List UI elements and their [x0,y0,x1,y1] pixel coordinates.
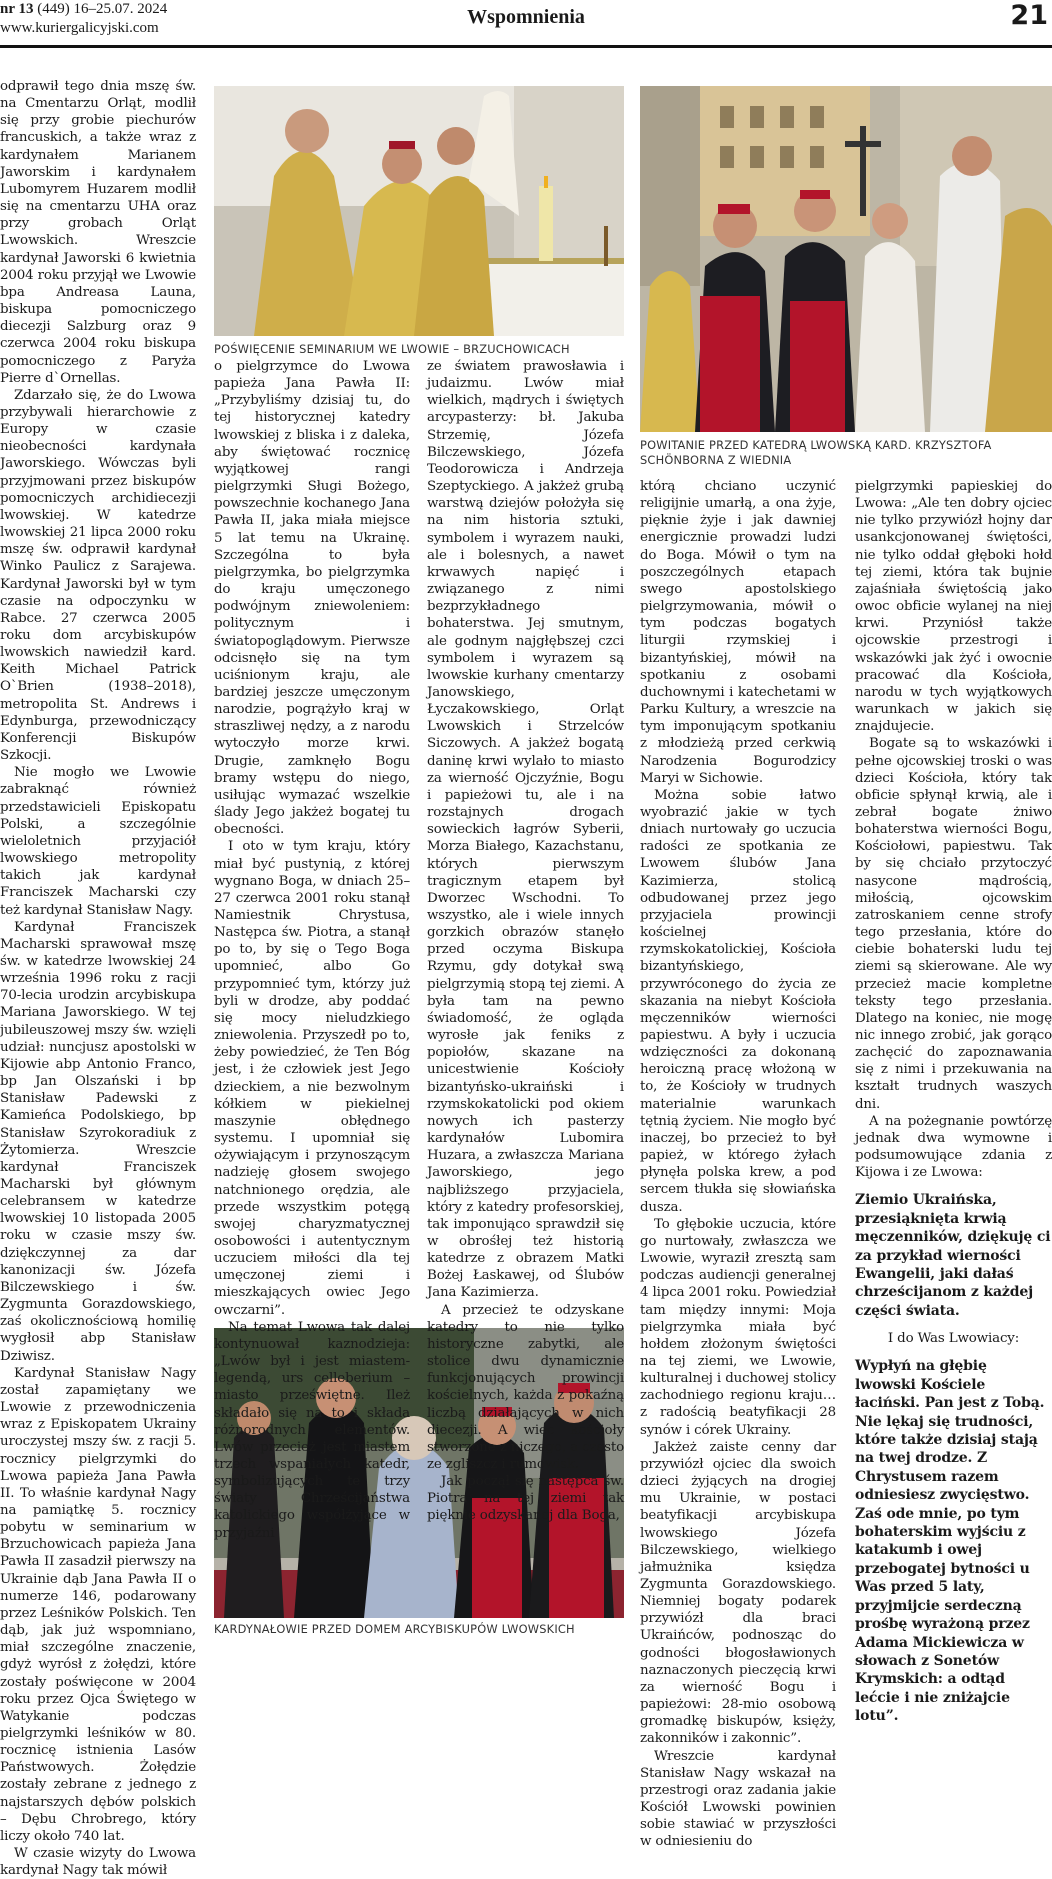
photo-seminary-consecration [214,86,624,336]
paragraph: Bogate są to wskazówki i pełne ojcowskiej troski o was dzieci Kościoła, który tak obficie spłynął krwią, ale i zebrał bogate żniwo bohaterstwa wierności Bogu, Kościołowi, papiestwu. Tak by się chciało przytoczyć nasycone mądrością, miłością, ojcowskim zatroskaniem cenne strofy tego przesłania, które do ciebie bohaterski ludu tej ziemi są skierowane. Ale wy przecież macie kompletne teksty tego przesłania. Dlatego na koniec, nie mogę nic innego zrobić, jak gorąco zachęcić do zapoznawania się z nimi i przekuwania na kształt trudnych waszych dni. [855,736,1052,1112]
paragraph: I do Was Lwowiacy: [887,1331,1020,1347]
section-title: Wspomnienia [467,6,585,28]
header-rule [0,45,1052,48]
paragraph: W czasie wizyty do Lwowa kardynał Nagy tak mówił [0,1846,196,1879]
pull-quote-lviv: Wypłyń na głębię lwowski Kościele łaciński. Pan jest z Tobą. Nie lękaj się trudności, które także dzisiaj stają na twej drodze. Z Chrystusem razem odniesiesz zwycięstwo. Zaś ode mnie, po tym bohaterskim wyjściu z katakumb i owej przebogatej bytności u Was przed 5 laty, przyjmijcie serdeczną prośbę wyrażoną przez Adama Mickiewicza w słowach z Sonetów Krymskich: a odtąd lećcie i nie zniżajcie lotu”. [855,1358,1045,1725]
paragraph: ze światem prawosławia i judaizmu. Lwów miał wielkich, mądrych i świętych arcypasterzy: bł. Jakuba Strzemię, Józefa Bilczewskiego, Józefa Teodorowicza i Andrzeja Szeptyckiego. A jakżeż grubą warstwą dziejów położyła się na nim historia sztuki, symbolem i wyrazem nauki, ale i bolesnych, a nawet krwawych napięć i związanego z nimi bezprzykładnego bohaterstwa. Jej smutnym, ale godnym najgłębszej czci symbolem i wyrazem są lwowskie kurhany cmentarzy Janowskiego, Łyczakowskiego, Orląt Lwowskich i Strzelców Siczowych. A jakżeż bogatą daninę krwi wylało to miasto za wierność Ojczyźnie, Bogu i papieżowi tu, ale i na rozstajnych drogach sowieckich łagrów Syberii, Morza Białego, Kazachstanu, których pierwszym tragicznym etapem był Dworzec Wschodni. To wszystko, ale i wiele innych gorzkich obrazów stanęło przed oczyma Biskupa Rzymu, gdy dotykał swą pielgrzymią stopą tej ziemi. A była tam na pewno świadomość, że ogląda wyrosłe jak feniks z popiołów, skazane na unicestwienie Kościoły bizantyńsko-ukraiński i rzymskokatolicki pod okiem nowych ich pasterzy kardynałów Lubomira Huzara, a zwłaszcza Mariana Jaworskiego, jego najbliższego przyjaciela, który z katedry profesorskiej, tak imponująco sprawdził się w obrośłej też historią katedrze z obrazem Matki Bożej Łaskawej, od Ślubów Jana Kazimierza. [427,359,624,1301]
article-column-5 [855,478,1052,1725]
paragraph: Można sobie łatwo wyobrazić jakie w tych dniach nurtowały go uczucia radości ze spotkania ze Lwowem ślubów Jana Kazimierza, stolicą odbudowanej przez jego przyjaciela prowincji kościelnej rzymskokatolickiej, Kościoła bizantyńskiego, przywróconego do życia ze skazania na niebyt Kościoła męczenników wierności papiestwu. A były i uczucia wdzięczności za dokonaną heroiczną pracę włożoną w to, że Kościoły w trudnych materialnie warunkach tętnią życiem. Nie mogło być inaczej, bo przecież to był papież, w którego żyłach płynęła polska krew, a pod sercem tłukła się słowiańska dusza. [640,787,836,1215]
paragraph: Jak począł się następca św. Piotra na tej ziemi tak pięknie odzyskanej dla Boga, [427,1474,624,1524]
pull-quote-kiev: Ziemio Ukraińska, przesiąknięta krwią męczenników, dziękuję ci za przykład wierności Ewangelii, jaki dałaś chrześcijanom z każdej części świata. [855,1192,1051,1319]
paragraph: Na temat Lwowa tak dalej kontynuował kaznodzieja: „Lwów był i jest miastem-legendą, urs celleberium – miasto przeświętne. Ileż składało się na to i składa różnorodnych elementów. Lwów przecież jest miastem trzech wspaniałych katedr, symbolizujących te trzy światy Chrześcijaństwa katolickiego współżyjące w przyjaźni [214,1319,410,1541]
issue-dates: (449) 16–25.07. 2024 [33,1,168,17]
paragraph: Kardynał Stanisław Nagy został zapamiętany we Lwowie z przewodniczenia wraz z Episkopatem Ukrainy uroczystej mszy św. z racji 5. rocznicy pielgrzymki do Lwowa papieża Jana Pawła II. To właśnie kardynał Nagy na pamiątkę 5. rocznicy pobytu w seminarium w Brzuchowicach papieża Jana Pawła II zasadził pierwszy na Ukrainie dąb Jana Pawła II o numerze 146, podarowany przez Leśników Polskich. Ten dąb, jak już wspomniano, miał szczególne znaczenie, gdyż wyrósł z żołędzi, które zostały poświęcone w 2004 roku przez Ojca Świętego w Watykanie podczas pielgrzymki leśników w 80. rocznicę istnienia Lasów Państwowych. Żołędzie zostały zebrane z jednego z najstarszych dębów polskich – Dębu Chrobrego, który liczy około 740 lat. [0,1365,196,1844]
paragraph: Nie mogło we Lwowie zabraknąć również przedstawicieli Episkopatu Polski, a szczególnie wieloletnich przyjaciół lwowskiego metropolity takich jak kardynał Franciszek Macharski czy też kardynał Stanisław Nagy. [0,765,196,918]
paragraph: odprawił tego dnia mszę św. na Cmentarzu Orląt, modlił się przy grobie piechurów francuskich, a także wraz z kardynałem Marianem Jaworskim i kardynałem Lubomyrem Huzarem modlił się na cmentarzu UHA oraz przy grobach Orląt Lwowskich. Wreszcie kardynał Jaworski 6 kwietnia 2004 roku przyjął we Lwowie bpa Andreasa Launa, biskupa pomocniczego diecezji Salzburg oraz 9 czerwca 2004 roku biskupa pomocniczego z Paryża Pierre d`Ornellas. [0,79,196,386]
paragraph: I oto w tym kraju, który miał być pustynią, z której wygnano Boga, w dniach 25–27 czerwca 2001 roku stanął Namiestnik Chrystusa, Następca św. Piotra, a stanął po to, by się o Tego Boga upomnieć, albo Go przypomnieć tym, którzy już byli w drodze, aby poddać się mocy nieludzkiego zniewolenia. Przyszedł po to, żeby powiedzieć, że Ten Bóg jest, i że człowiek jest Jego dzieckiem, a nie bezwolnym kółkiem w piekielnej maszynie obłędnego systemu. I upomniał się ożywiającym i przynoszącym nadzieję głosem swojego natchnionego orędzia, ale przede wszystkim potęgą swojej charyzmatycznej osobowości i autentycznym uczuciem miłości dla tej umęczonej ziemi i mieszkających owiec Jego owczarni”. [214,839,410,1318]
caption-photo-1: POŚWIĘCENIE SEMINARIUM WE LWOWIE – BRZUCHOWICACH [214,342,570,356]
caption-photo-3: KARDYNAŁOWIE PRZED DOMEM ARCYBISKUPÓW LWOWSKICH [214,1622,575,1636]
paragraph: o pielgrzymce do Lwowa papieża Jana Pawła II: „Przybyliśmy dzisiaj tu, do tej historycznej katedry lwowskiej z bliska i z daleka, aby świętować rocznicę wyjątkowej rangi pielgrzymki Sługi Bożego, powszechnie kochanego Jana Pawła II, jaka miała miejsce 5 lat temu na Ukrainę. Szczególna to była pielgrzymka, bo pielgrzymka do kraju umęczonego podwójnym zniewoleniem: politycznym i światopoglądowym. Pierwsze odcisnęło się na tym uciśnionym kraju, ale bardziej jeszcze umęczonym narodzie, pogrążyło kraj w straszliwej nędzy, a z narodu wytoczyło morze krwi. Drugie, zamknęło Bogu bramy wstępu do niego, usiłując wymazać wszelkie ślady Jego jakżeż bogatej tu obecności. [214,359,410,838]
paragraph: Jakżeż zaiste cenny dar przywiózł ojciec dla swoich dzieci żyjących na drogiej mu Ukrainie, w postaci beatyfikacji arcybiskupa lwowskiego Józefa Bilczewskiego, wielkiego jałmużnika księdza Zygmunta Gorazdowskiego. Niemniej bogaty podarek przywiózł dla braci Ukraińców, podnosząc do godności błogosławionych naznaczonych pieczęcią krwi za wierność Bogu i papieżowi: 28-mio osobową gromadkę biskupów, księży, zakonników i zakonnic”. [640,1439,836,1747]
paragraph: Wreszcie kardynał Stanisław Nagy wskazał na przestrogi oraz zadania jakie Kościół Lwowski powinien sobie stawiać w przyszłości w odniesieniu do [640,1748,836,1850]
article-column-2 [214,358,410,1541]
paragraph: To głębokie uczucia, które go nurtowały, zwłaszcza we Lwowie, wyraził zresztą sam podczas audiencji generalnej 4 lipca 2001 roku. Powiedział tam między innymi: Moja pielgrzymka miała być hołdem złożonym świętości na tej ziemi, we Lwowie, kulturalnej i duchowej stolicy zachodniego regionu kraju… z radością beatyfikacji 28 synów i córek Ukrainy. [640,1216,836,1438]
website-link[interactable]: www.kuriergalicyjski.com [0,20,159,36]
article-column-3 [427,358,624,1524]
paragraph: A przecież te odzyskane katedry to nie tylko historyczne zabytki, ale stolice dwu dynamicznie funkcjonujących prowincji kościelnych, każda z pokaźną liczbą działających w nich diecezji. A więc kościoły stworzone z niczego, a często ze zgliszcz i rumowisk. [427,1302,624,1472]
paragraph: pielgrzymki papieskiej do Lwowa: „Ale ten dobry ojciec nie tylko przywiózł hojny dar usankcjonowanej świętości, nie tylko oddał głęboki hołd tej ziemi, która tak bujnie zajaśniała świętością jako owoc obficie wylanej na niej krwi. Przyniósł także ojcowskie przestrogi i wskazówki jak żyć i owocnie pracować dla Kościoła, narodu w tych wyjątkowych warunkach w jakich się znajdujecie. [855,479,1052,735]
page-number: 21 [1010,0,1048,31]
article-column-1 [0,78,196,1879]
paragraph: Zdarzało się, że do Lwowa przybywali hierarchowie z Europy w czasie nieobecności kardynała Jaworskiego. Wówczas byli przyjmowani przez biskupów pomocniczych archidiecezji lwowskiej. W katedrze lwowskiej 21 lipca 2000 roku mszę św. odprawił kardynał Winko Paulicz z Sarajewa. Kardynał Jaworski był w tym czasie na odpoczynku w Rabce. 27 czerwca 2005 roku dom arcybiskupów lwowskich nawiedził kard. Keith Michael Patrick O`Brien (1938–2018), metropolita St. Andrews i Edynburga, przewodniczący Konferencji Biskupów Szkocji. [0,387,196,764]
caption-photo-2: POWITANIE PRZED KATEDRĄ LWOWSKĄ KARD. KRZYSZTOFA SCHÖNBORNA Z WIEDNIA [640,438,992,467]
issue-number: nr 13 [0,1,34,17]
paragraph: A na pożegnanie powtórzę jednak dwa wymowne i podsumowujące zdania z Kijowa i ze Lwowa: [855,1113,1052,1181]
paragraph: którą chciano uczynić religijnie umarłą, a ona żyje, pięknie żyje i jak dawniej energicznie prowadzi ludzi do Boga. Mówił o tym na poszczególnych etapach swego apostolskiego pielgrzymowania, mówił o tym podczas bogatych liturgii rzymskiej i bizantyńskiej, mówił na spotkaniu z osobami duchownymi i katechetami w Parku Kultury, a wreszcie na tym imponującym spotkaniu z młodzieżą przed cerkwią Narodzenia Bogurodzicy Maryi w Sichowie. [640,479,836,786]
article-column-4 [640,478,836,1850]
photo-cathedral-greeting [640,86,1052,432]
paragraph: Kardynał Franciszek Macharski sprawował mszę św. w katedrze lwowskiej 24 września 1996 roku z racji 70-lecia urodzin arcybiskupa Mariana Jaworskiego. W tej jubileuszowej mszy św. wzięli udział: nuncjusz apostolski w Kijowie abp Antonio Franco, bp Jan Olszański i bp Stanisław Padewski z Kamieńca Podolskiego, bp Stanisław Szyrokoradiuk z Żytomierza. Wreszcie kardynał Franciszek Macharski był głównym celebransem w katedrze lwowskiej 10 listopada 2005 roku w czasie mszy św. dziękczynnej za dar kanonizacji św. Józefa Bilczewskiego i św. Zygmunta Gorazdowskiego, zaś okolicznościową homilię wygłosił abp Stanisław Dziwisz. [0,919,196,1364]
